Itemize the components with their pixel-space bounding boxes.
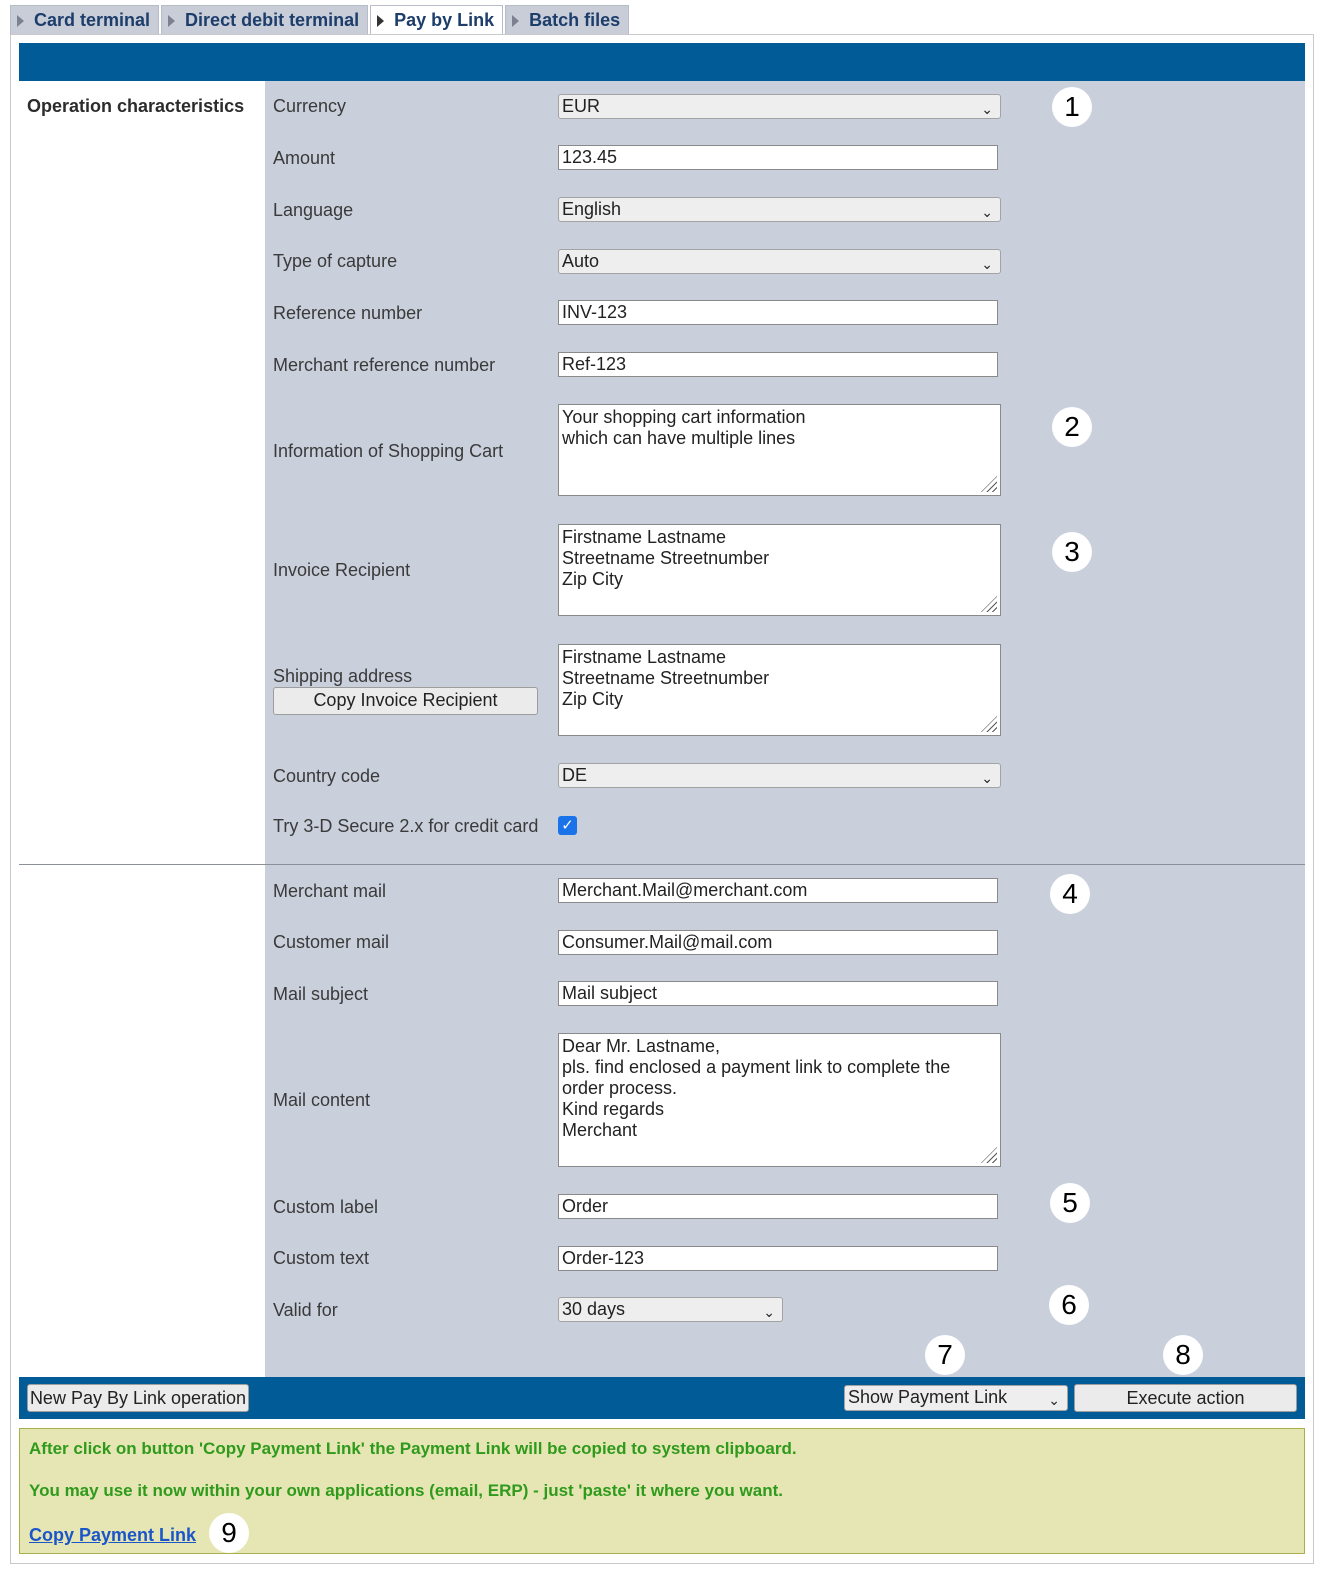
shipping-text: Firstname Lastname Streetname Streetnumber Zip City [562, 647, 770, 709]
reference-input[interactable]: INV-123 [558, 300, 998, 325]
tab-pay-by-link[interactable] [370, 5, 503, 35]
country-select[interactable] [558, 763, 1001, 788]
language-label: Language [273, 200, 354, 220]
note-line-2: You may use it now within your own applications (email, ERP) - just 'paste' it where you want. [29, 1481, 783, 1500]
triangle-right-icon [512, 15, 519, 27]
valid-for-label: Valid for [273, 1300, 338, 1320]
country-label: Country code [273, 766, 381, 786]
country-value: DE [562, 765, 588, 785]
new-pay-by-link-button[interactable]: New Pay By Link operation [27, 1384, 249, 1412]
currency-label: Currency [273, 96, 347, 116]
callout-badge-5: 5 [1050, 1183, 1090, 1223]
resize-grip-icon[interactable] [981, 596, 997, 612]
callout-badge-7: 7 [925, 1335, 965, 1375]
tab-direct-debit-terminal[interactable] [161, 5, 368, 35]
currency-select[interactable] [558, 94, 1001, 119]
tab-label: Direct debit terminal [185, 10, 360, 30]
custom-text-input[interactable]: Order-123 [558, 1246, 998, 1271]
amount-input[interactable]: 123.45 [558, 145, 998, 170]
mail-content-label: Mail content [273, 1090, 371, 1110]
mail-subject-label: Mail subject [273, 984, 369, 1004]
valid-for-value: 30 days [562, 1299, 626, 1319]
resize-grip-icon[interactable] [981, 476, 997, 492]
custom-label-label: Custom label [273, 1197, 379, 1217]
callout-badge-4: 4 [1050, 874, 1090, 914]
triangle-right-icon [17, 15, 24, 27]
tab-bar [10, 5, 631, 35]
callout-badge-6: 6 [1049, 1285, 1089, 1325]
tab-label: Batch files [529, 10, 621, 30]
secure-checkbox[interactable] [558, 816, 577, 835]
secure-label: Try 3-D Secure 2.x for credit card [273, 816, 539, 836]
merchant-reference-label: Merchant reference number [273, 355, 496, 375]
chevron-down-icon: ⌄ [981, 770, 993, 786]
resize-grip-icon[interactable] [981, 716, 997, 732]
valid-for-select[interactable] [558, 1297, 783, 1322]
mail-content-textarea[interactable] [558, 1033, 1001, 1167]
callout-badge-1: 1 [1052, 87, 1092, 127]
tab-label: Pay by Link [394, 10, 495, 30]
chevron-down-icon: ⌄ [981, 256, 993, 272]
mail-subject-input[interactable]: Mail subject [558, 981, 998, 1006]
shipping-label: Shipping address [273, 666, 413, 686]
section-divider [19, 864, 1305, 865]
tab-batch-files[interactable] [505, 5, 629, 35]
callout-badge-3: 3 [1052, 532, 1092, 572]
chevron-down-icon: ⌄ [1048, 1392, 1060, 1408]
customer-mail-label: Customer mail [273, 932, 390, 952]
language-select[interactable] [558, 197, 1001, 222]
header-bar [19, 43, 1305, 81]
chevron-down-icon: ⌄ [981, 101, 993, 117]
language-value: English [562, 199, 622, 219]
cart-textarea[interactable] [558, 404, 1001, 496]
cart-text: Your shopping cart information which can have multiple lines [562, 407, 806, 448]
invoice-textarea[interactable] [558, 524, 1001, 616]
custom-label-input[interactable]: Order [558, 1194, 998, 1219]
customer-mail-input[interactable]: Consumer.Mail@mail.com [558, 930, 998, 955]
merchant-reference-input[interactable]: Ref-123 [558, 352, 998, 377]
amount-label: Amount [273, 148, 336, 168]
resize-grip-icon[interactable] [981, 1147, 997, 1163]
reference-label: Reference number [273, 303, 423, 323]
chevron-down-icon: ⌄ [763, 1304, 775, 1320]
triangle-right-icon [377, 15, 384, 27]
copy-payment-link[interactable]: Copy Payment Link [29, 1525, 197, 1545]
note-line-1: After click on button 'Copy Payment Link' the Payment Link will be copied to system clipboard. [29, 1439, 797, 1458]
action-select-value: Show Payment Link [848, 1387, 1008, 1407]
section-column [19, 81, 265, 1377]
invoice-label: Invoice Recipient [273, 560, 411, 580]
chevron-down-icon: ⌄ [981, 204, 993, 220]
shipping-textarea[interactable] [558, 644, 1001, 736]
callout-badge-9: 9 [209, 1513, 249, 1553]
custom-text-label: Custom text [273, 1248, 370, 1268]
callout-badge-8: 8 [1163, 1335, 1203, 1375]
section-title: Operation characteristics [27, 96, 245, 116]
copy-invoice-recipient-button[interactable]: Copy Invoice Recipient [273, 687, 538, 715]
merchant-mail-label: Merchant mail [273, 881, 387, 901]
triangle-right-icon [168, 15, 175, 27]
merchant-mail-input[interactable]: Merchant.Mail@merchant.com [558, 878, 998, 903]
action-select[interactable] [844, 1385, 1068, 1411]
mail-content-text: Dear Mr. Lastname, pls. find enclosed a payment link to complete the order process. Kind regards Merchant [562, 1036, 951, 1140]
capture-value: Auto [562, 251, 600, 271]
currency-value: EUR [562, 96, 601, 116]
invoice-text: Firstname Lastname Streetname Streetnumber Zip City [562, 527, 770, 589]
tab-card-terminal[interactable] [10, 5, 159, 35]
checkmark-icon: ✓ [561, 817, 574, 834]
capture-select[interactable] [558, 249, 1001, 274]
cart-label: Information of Shopping Cart [273, 441, 504, 461]
execute-action-button[interactable]: Execute action [1074, 1384, 1297, 1412]
tab-label: Card terminal [34, 10, 151, 30]
capture-label: Type of capture [273, 251, 398, 271]
callout-badge-2: 2 [1052, 407, 1092, 447]
